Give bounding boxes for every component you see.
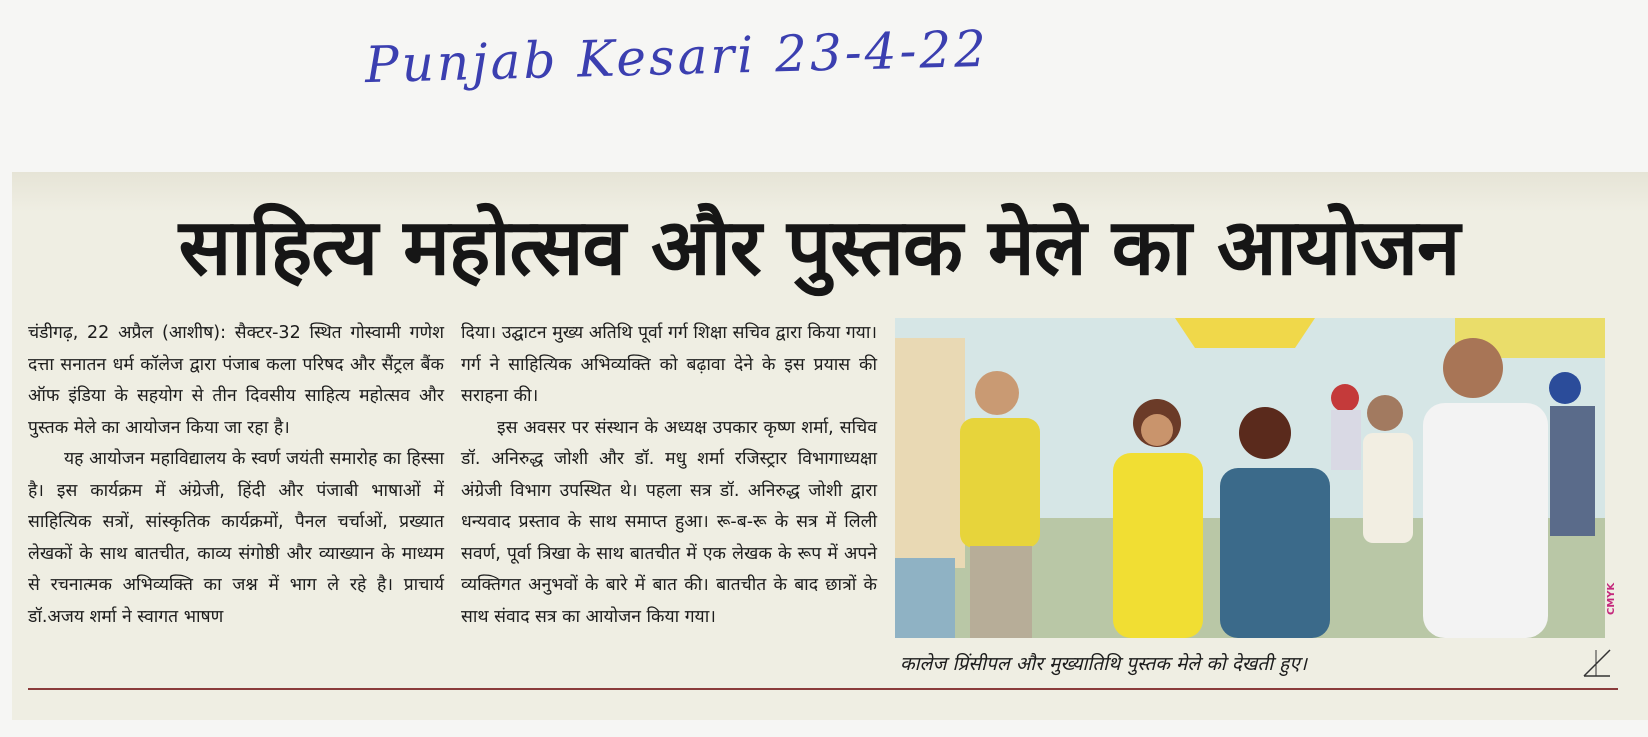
cmyk-registration-mark: CMYK (1606, 582, 1617, 615)
photo-caption: कालेज प्रिंसीपल और मुख्यातिथि पुस्तक मेले को देखती हुए। (900, 653, 1307, 675)
article-paragraph: चंडीगढ़, 22 अप्रैल (आशीष): सैक्टर-32 स्थित गोस्वामी गणेश दत्ता सनातन धर्म कॉलेज द्वारा पंजाब कला परिषद और सैंट्रल बैंक ऑफ इंडिया के सहयोग से तीन दिवसीय साहित्य महोत्सव और पुस्तक मेले का आयोजन किया जा रहा है। (28, 323, 444, 438)
article-column-2 (461, 318, 877, 633)
handwritten-source-note: Punjab Kesari 23-4-22 (364, 19, 990, 95)
article-paragraph: यह आयोजन महाविद्यालय के स्वर्ण जयंती समारोह का हिस्सा है। इस कार्यक्रम में अंग्रेजी, हिंदी और पंजाबी भाषाओं में साहित्यिक सत्रों, सांस्कृतिक कार्यक्रमों, पैनल चर्चाओं, प्रख्यात लेखकों के साथ बातचीत, काव्य संगोष्ठी और व्याख्यान के माध्यम से रचनात्मक अभिव्यक्ति का जश्न में भाग ले रहे है। प्राचार्य डॉ.अजय शर्मा ने स्वागत भाषण (28, 449, 444, 627)
article-column-1 (28, 318, 444, 633)
person-in-red-turban (1331, 384, 1361, 470)
article-headline: साहित्य महोत्सव और पुस्तक मेले का आयोजन (178, 203, 1460, 293)
article-paragraph: इस अवसर पर संस्थान के अध्यक्ष उपकार कृष्ण शर्मा, सचिव डॉ. अनिरुद्ध जोशी और डॉ. मधु शर्मा रजिस्ट्रार विभागाध्यक्षा अंग्रेजी विभाग उपस्थित थे। पहला सत्र डॉ. अनिरुद्ध जोशी द्वारा धन्यवाद प्रस्ताव के साथ समाप्त हुआ। रू-ब-रू के सत्र में लिली सवर्ण, पूर्वा त्रिखा के साथ बातचीत में एक लेखक के रूप में अपने व्यक्तिगत अनुभवों के बारे में बात की। बातचीत के बाद छात्रों के साथ संवाद सत्र का आयोजन किया गया। (461, 417, 877, 627)
article-photo (895, 318, 1605, 638)
photo-illustration (895, 318, 1605, 638)
corner-registration-mark (1582, 648, 1612, 678)
article-paragraph: दिया। उद्घाटन मुख्य अतिथि पूर्वा गर्ग शिक्षा सचिव द्वारा किया गया। गर्ग ने साहित्यिक अभिव्यक्ति को बढ़ावा देने के इस प्रयास की सराहना की। (461, 323, 877, 406)
bottom-rule (28, 688, 1618, 690)
